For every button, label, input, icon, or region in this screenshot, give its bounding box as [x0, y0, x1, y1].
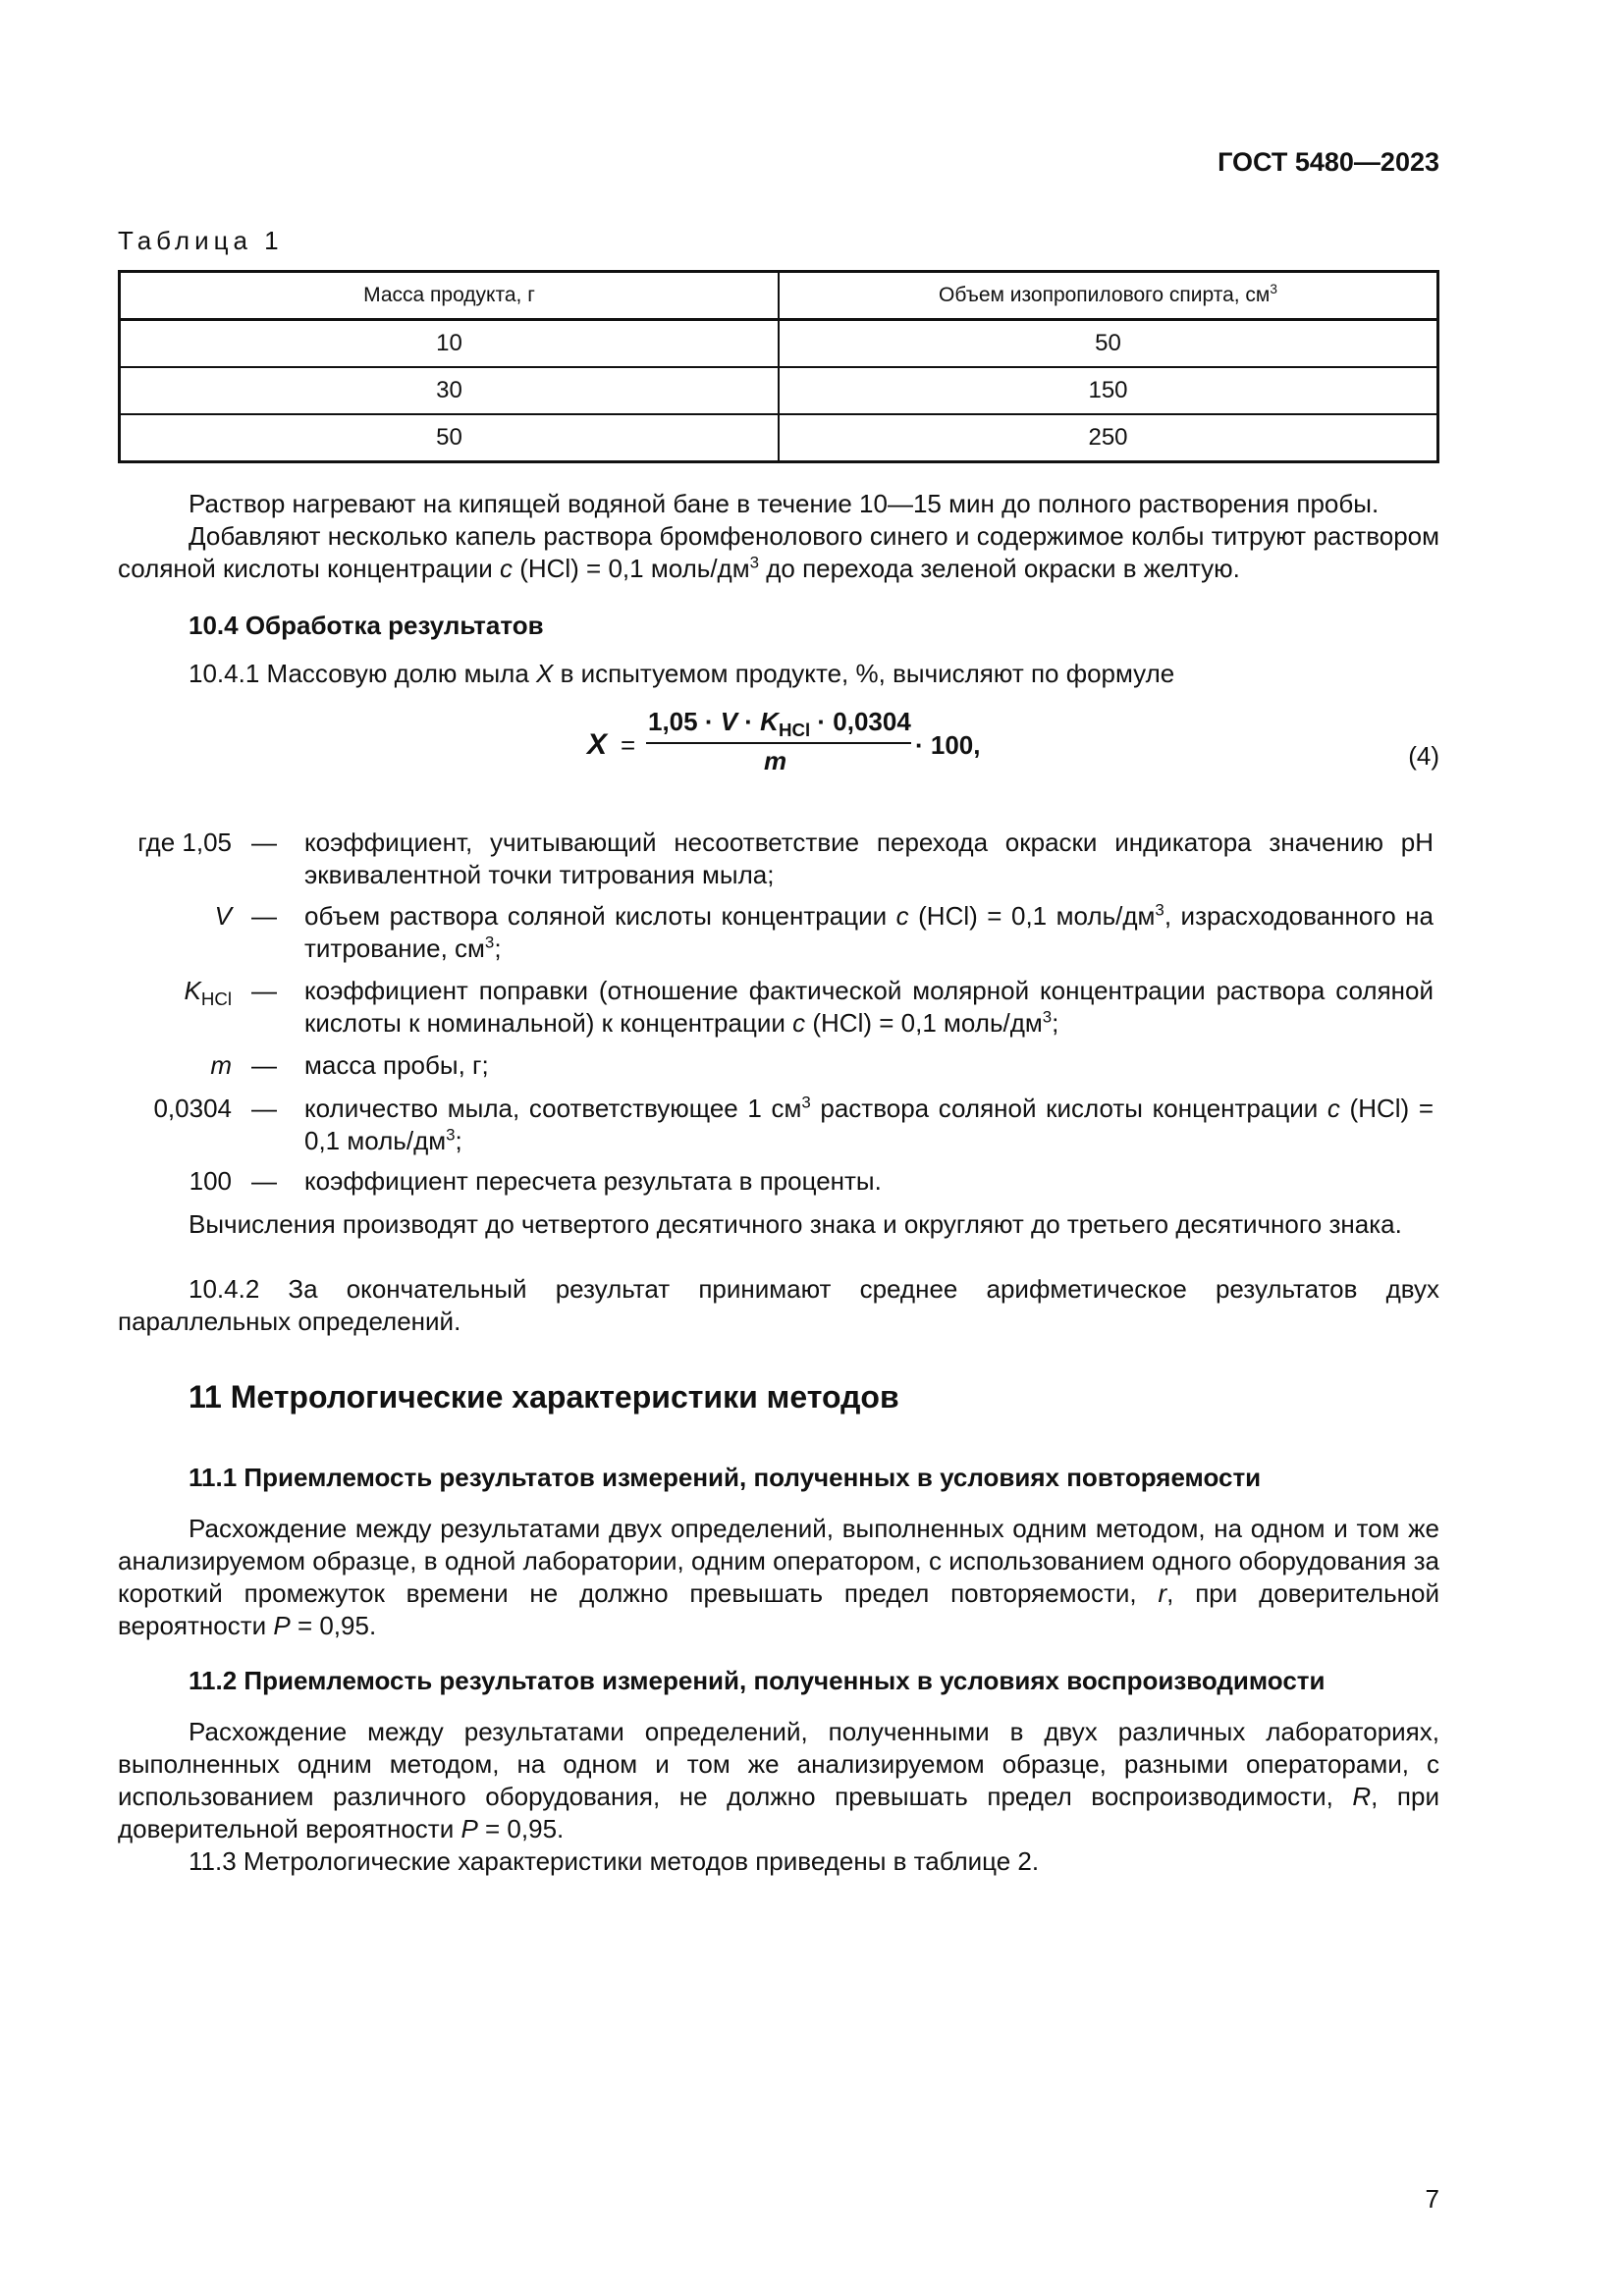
table-row [120, 367, 1438, 414]
table-caption: Таблица 1 [118, 226, 284, 255]
paragraph-titration: Добавляют несколько капель раствора бромфенолового синего и содержимое колбы титруют раствором соляной кислоты концентрации c (HCl) = 0,1 моль/$дм^3$ до перехода зеленой окраски в желтую. [118, 521, 1439, 583]
cell-volume: 250 [779, 414, 1438, 462]
table-row [120, 414, 1438, 462]
cell-mass: 50 [120, 414, 780, 462]
formula-numerator: $1,05 \cdot V \cdot K_{HCl} \cdot 0,0304$ [648, 707, 911, 741]
table-1 [118, 270, 1439, 463]
formula-denominator: m [764, 746, 787, 775]
standard-header: ГОСТ 5480—2023 [1218, 147, 1439, 177]
where-item-0-0304: 0,0304 — количество мыла, соответствующее 1 $см^3$ раствора соляной кислоты концентрации c (HCl) = 0,1 моль/$дм^3$; [153, 1093, 1435, 1155]
where-item-v: V — объем раствора соляной кислоты концентрации c (HCl) = 0,1 моль/$дм^3$, израсходованного на титрование, $см^3$; [214, 900, 1434, 963]
paragraph-heating: Раствор нагревают на кипящей водяной бане в течение 10—15 мин до полного растворения пробы. [189, 489, 1380, 518]
section-11-1-title: 11.1 Приемлемость результатов измерений, полученных в условиях повторяемости [189, 1463, 1262, 1492]
table-header-row [120, 272, 1438, 320]
header-mass: Масса продукта, г [120, 272, 780, 320]
where-item-m: m — масса пробы, г; [210, 1050, 489, 1080]
table-row [120, 320, 1438, 368]
formula-lhs: X [587, 728, 608, 761]
paragraph-11-1: Расхождение между результатами двух определений, выполненных одним методом, на одном и том же анализируемом образце, в одной лаборатории, одним оператором, с использованием одного оборудования за короткий промежуток времени не должно превышать предел повторяемости, r, при доверительной вероятности P = 0,95. [118, 1514, 1439, 1640]
section-10-4-title: 10.4 Обработка результатов [189, 611, 544, 640]
cell-volume: 50 [779, 320, 1438, 368]
fraction-bar [646, 742, 911, 744]
paragraph-10-4-2: 10.4.2 За окончательный результат принимают среднее арифметическое результатов двух параллельных определений. [118, 1274, 1439, 1336]
formula-number: (4) [1408, 741, 1439, 771]
section-11-title: 11 Метрологические характеристики методов [189, 1379, 899, 1415]
cell-mass: 10 [120, 320, 780, 368]
header-volume: Объем изопропилового спирта, $см^3$ [779, 272, 1438, 320]
page-number: 7 [1425, 2184, 1439, 2214]
where-item-1-05: где 1,05 — коэффициент, учитывающий несоответствие перехода окраски индикатора значению рН эквивалентной точки титрования мыла; [137, 828, 1434, 889]
paragraph-11-2: Расхождение между результатами определений, полученными в двух различных лабораториях, выполненных одним методом, на одном и том же анализируемом образце, разными операторами, с использованием различного оборудования, не должно превышать предел воспроизводимости, R, при доверительной вероятности P = 0,95. [118, 1717, 1439, 1843]
formula-tail: · 100, [915, 730, 981, 760]
cell-mass: 30 [120, 367, 780, 414]
section-11-2-title: 11.2 Приемлемость результатов измерений, полученных в условиях воспроизводимости [189, 1666, 1326, 1695]
paragraph-calculation: Вычисления производят до четвертого десятичного знака и округляют до третьего десятичного знака. [189, 1209, 1402, 1239]
document-page [118, 0, 1439, 2296]
paragraph-10-4-1: 10.4.1 Массовую долю мыла X в испытуемом продукте, %, вычисляют по формуле [189, 659, 1175, 688]
where-item-khcl: $K_{HCl}$ — коэффициент поправки (отношение фактической молярной концентрации раствора соляной кислоты к номинальной) к концентрации c (HCl) = 0,1 моль/$дм^3$; [184, 976, 1434, 1038]
where-item-100: 100 — коэффициент пересчета результата в проценты. [189, 1166, 882, 1196]
paragraph-11-3: 11.3 Метрологические характеристики методов приведены в таблице 2. [189, 1846, 1040, 1876]
cell-volume: 150 [779, 367, 1438, 414]
formula-equals: = [621, 730, 636, 760]
formula-4 [587, 707, 1098, 775]
